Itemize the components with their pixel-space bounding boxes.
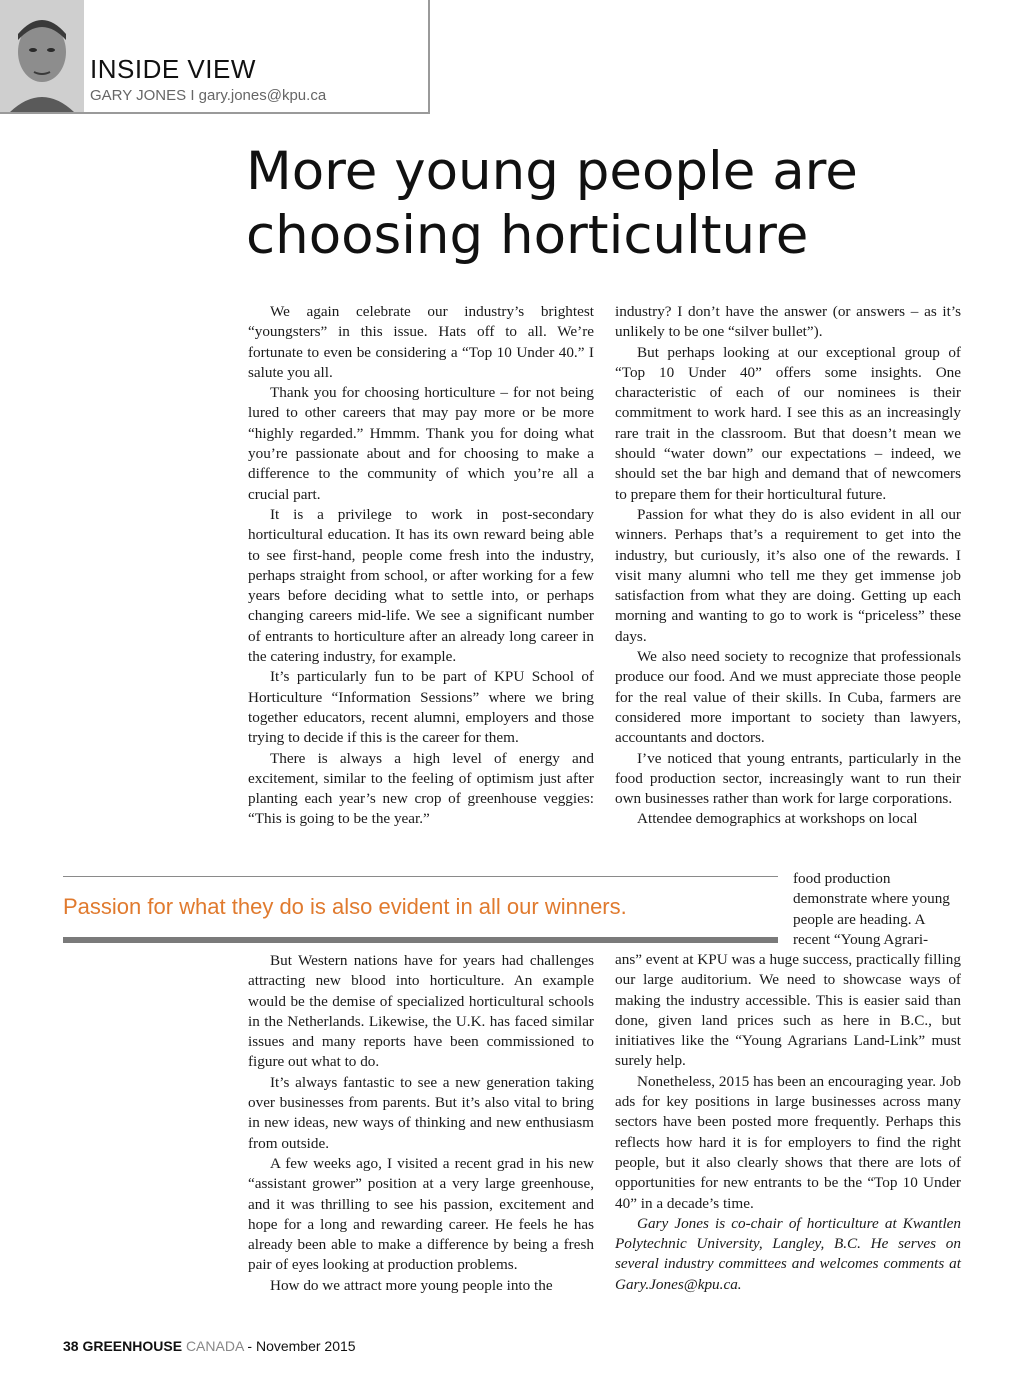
author-byline: GARY JONES I gary.jones@kpu.ca xyxy=(90,87,327,104)
paragraph: But Western nations have for years had challenges attracting new blood into horticulture. An example would be the demise of specialized horticultural schools in the Netherlands. Likewise, the U.K. has faced similar issues and many reports have been commissioned to figure out what to do. xyxy=(248,952,594,1071)
paragraph: Passion for what they do is also evident in all our winners. Perhaps that’s a requirement to get into the industry, but curiously, it’s also one of the rewards. I visit many alumni who tell me they get immense job satisfaction from what they are doing. Getting up each morning and wanting to go to work is “priceless” these days. xyxy=(615,505,961,645)
column-2-lower xyxy=(615,950,961,1295)
column-1-lower xyxy=(248,951,594,1296)
paragraph: There is always a high level of energy and excitement, similar to the feeling of optimism just after planting each year’s new crop of greenhouse veggies: “This is going to be the year.” xyxy=(248,749,594,828)
column-2-wrap xyxy=(793,869,961,950)
author-bio: Gary Jones is co-chair of horticulture at Kwantlen Polytechnic University, Langley, B.C. He serves on several industry committees and welcomes comments at Gary.Jones@kpu.ca. xyxy=(615,1214,961,1293)
paragraph: It is a privilege to work in post-secondary horticultural education. It has its own reward being able to see first-hand, people come fresh into the industry, perhaps straight from school, or after working for a few years before deciding what to settle into, or perhaps changing careers mid-life. We see a significant number of entrants to horticulture after an already long career in the catering industry, for example. xyxy=(248,505,594,666)
paragraph-continuation: industry? I don’t have the answer (or answers – as it’s unlikely to be one “silver bullet”). xyxy=(615,303,961,341)
column-label: INSIDE VIEW xyxy=(90,54,256,84)
paragraph: How do we attract more young people into the xyxy=(270,1276,553,1294)
magazine-name: GREENHOUSE xyxy=(82,1338,183,1354)
article-headline: More young people are choosing horticulture xyxy=(246,141,858,266)
author-photo xyxy=(0,0,84,112)
paragraph-continuation: food production demonstrate where young people are heading. A recent “Young Agrari- xyxy=(793,870,950,948)
pull-quote-top-rule xyxy=(63,876,778,877)
paragraph-continuation: ans” event at KPU was a huge success, practically filling our large auditorium. We need to showcase ways of making the industry accessible. This is easier said than done, given land prices such as here in B.C., but initiatives like the “Young Agrarians Land-Link” must surely help. xyxy=(615,951,961,1070)
page-footer xyxy=(63,1338,356,1354)
paragraph: Nonetheless, 2015 has been an encouraging year. Job ads for key positions in large businesses across many sectors have been posted more frequently. Perhaps this reflects how hard it is for employers to find the right people, but it also clearly shows that there are lots of opportunities for new entrants to be the “Top 10 Under 40” in a decade’s time. xyxy=(615,1072,961,1212)
paragraph: We again celebrate our industry’s brightest “youngsters” in this issue. Hats off to all. We’re fortunate to even be considering a “Top 10 Under 40.” I salute you all. xyxy=(248,303,594,381)
page-number: 38 xyxy=(63,1338,79,1354)
paragraph: I’ve noticed that young entrants, particularly in the food production sector, increasingly want to run their own businesses rather than work for large corporations. xyxy=(615,749,961,808)
paragraph: It’s particularly fun to be part of KPU School of Horticulture “Information Sessions” where we bring together educators, recent alumni, employers and those trying to decide if this is the career for them. xyxy=(248,668,594,747)
column-1-upper xyxy=(248,302,594,830)
paragraph: Attendee demographics at workshops on local xyxy=(637,810,918,828)
magazine-name-suffix: CANADA xyxy=(185,1338,244,1354)
paragraph: A few weeks ago, I visited a recent grad in his new “assistant grower” position at a very large greenhouse, and it was thrilling to see his passion, excitement and hope for a long and rewarding career. He feels he has already been able to make a difference by being a fresh pair of eyes looking at production problems. xyxy=(248,1154,594,1274)
paragraph: We also need society to recognize that professionals produce our food. And we must appreciate those people for the real value of their skills. In Cuba, farmers are considered more important to society than lawyers, accountants and doctors. xyxy=(615,648,961,747)
column-header xyxy=(0,0,430,114)
issue-date: - November 2015 xyxy=(247,1338,356,1354)
paragraph: It’s always fantastic to see a new generation taking over businesses from parents. But it’s also vital to bring in new ideas, new ways of thinking and new enthusiasm from outside. xyxy=(248,1073,594,1152)
pull-quote-bottom-rule xyxy=(63,937,778,943)
column-2-upper xyxy=(615,302,961,830)
paragraph: Thank you for choosing horticulture – for not being lured to other careers that may pay more or be more “highly regarded.” Hmmm. Thank you for doing what you’re passionate about and for choosing to make a difference to the community of which you’re all a crucial part. xyxy=(248,384,594,503)
author-portrait-image xyxy=(0,0,84,112)
pull-quote: Passion for what they do is also evident in all our winners. xyxy=(63,894,627,919)
paragraph: But perhaps looking at our exceptional group of “Top 10 Under 40” offers some insights. One characteristic of each of our nominees is their commitment to work hard. I see this as an increasingly rare trait in the classroom. But that doesn’t mean we should “water down” our expectations – indeed, we should set the bar high and demand that of newcomers to prepare them for their horticultural future. xyxy=(615,343,961,503)
